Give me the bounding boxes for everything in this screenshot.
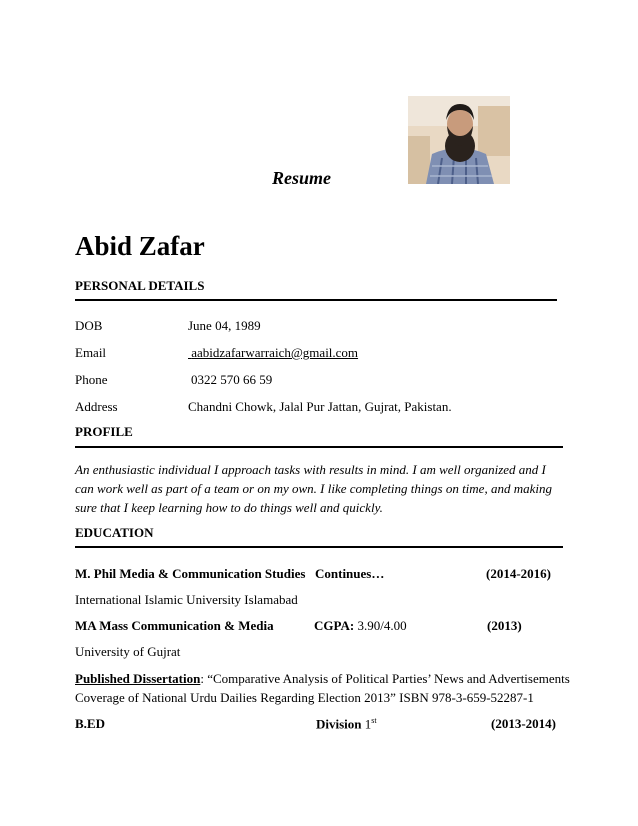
education-divider xyxy=(75,546,563,548)
profile-heading: PROFILE xyxy=(75,424,133,439)
bed-division-value: 1 xyxy=(364,716,372,732)
mphil-institution: International Islamic University Islamabad xyxy=(75,592,298,607)
email-link[interactable] xyxy=(188,345,358,361)
ma-institution: University of Gujrat xyxy=(75,644,181,659)
address-value: Chandni Chowk, Jalal Pur Jattan, Gujrat, Pakistan. xyxy=(188,399,452,414)
ma-degree: MA Mass Communication & Media xyxy=(75,618,274,633)
phone-value: 0322 570 66 59 xyxy=(191,372,273,387)
profile-text: An enthusiastic individual I approach tasks with results in mind. I am well organized and I can work well as part of a team or on my own. I like completing things on time, and making sure that I keep learning how to do things well and quickly. xyxy=(75,462,552,515)
profile-photo-image xyxy=(408,96,510,184)
bed-division-label: Division xyxy=(316,716,362,732)
dissertation xyxy=(75,669,575,707)
ma-cgpa-label: CGPA: xyxy=(314,618,355,633)
dissertation-text: : “Comparative Analysis of Political Parties’ News and Advertisements Coverage of National Urdu Dailies Regarding Election 2013” ISBN 978-3-659-52287-1 xyxy=(75,671,570,705)
dob-value: June 04, 1989 xyxy=(188,318,261,333)
bed-division xyxy=(316,716,377,732)
bed-years: (2013-2014) xyxy=(491,716,556,731)
phone-label: Phone xyxy=(75,372,108,387)
email-label: Email xyxy=(75,345,107,360)
profile-divider xyxy=(75,446,563,448)
mphil-status: Continues… xyxy=(315,566,385,581)
education-heading: EDUCATION xyxy=(75,525,154,540)
personal-details-divider xyxy=(75,299,557,301)
dissertation-label: Published Dissertation xyxy=(75,671,201,686)
bed-division-sup: st xyxy=(371,716,377,725)
resume-title: Resume xyxy=(272,168,332,188)
bed-degree: B.ED xyxy=(75,716,105,731)
ma-cgpa xyxy=(314,618,407,634)
personal-details-heading: PERSONAL DETAILS xyxy=(75,278,205,293)
mphil-years: (2014-2016) xyxy=(486,566,551,581)
profile-photo xyxy=(408,96,510,184)
candidate-name: Abid Zafar xyxy=(75,231,205,261)
ma-cgpa-value: 3.90/4.00 xyxy=(357,618,407,633)
email-value: aabidzafarwarraich@gmail.com xyxy=(191,345,359,360)
ma-years: (2013) xyxy=(487,618,522,633)
mphil-degree: M. Phil Media & Communication Studies xyxy=(75,566,306,581)
dob-label: DOB xyxy=(75,318,103,333)
address-label: Address xyxy=(75,399,118,414)
